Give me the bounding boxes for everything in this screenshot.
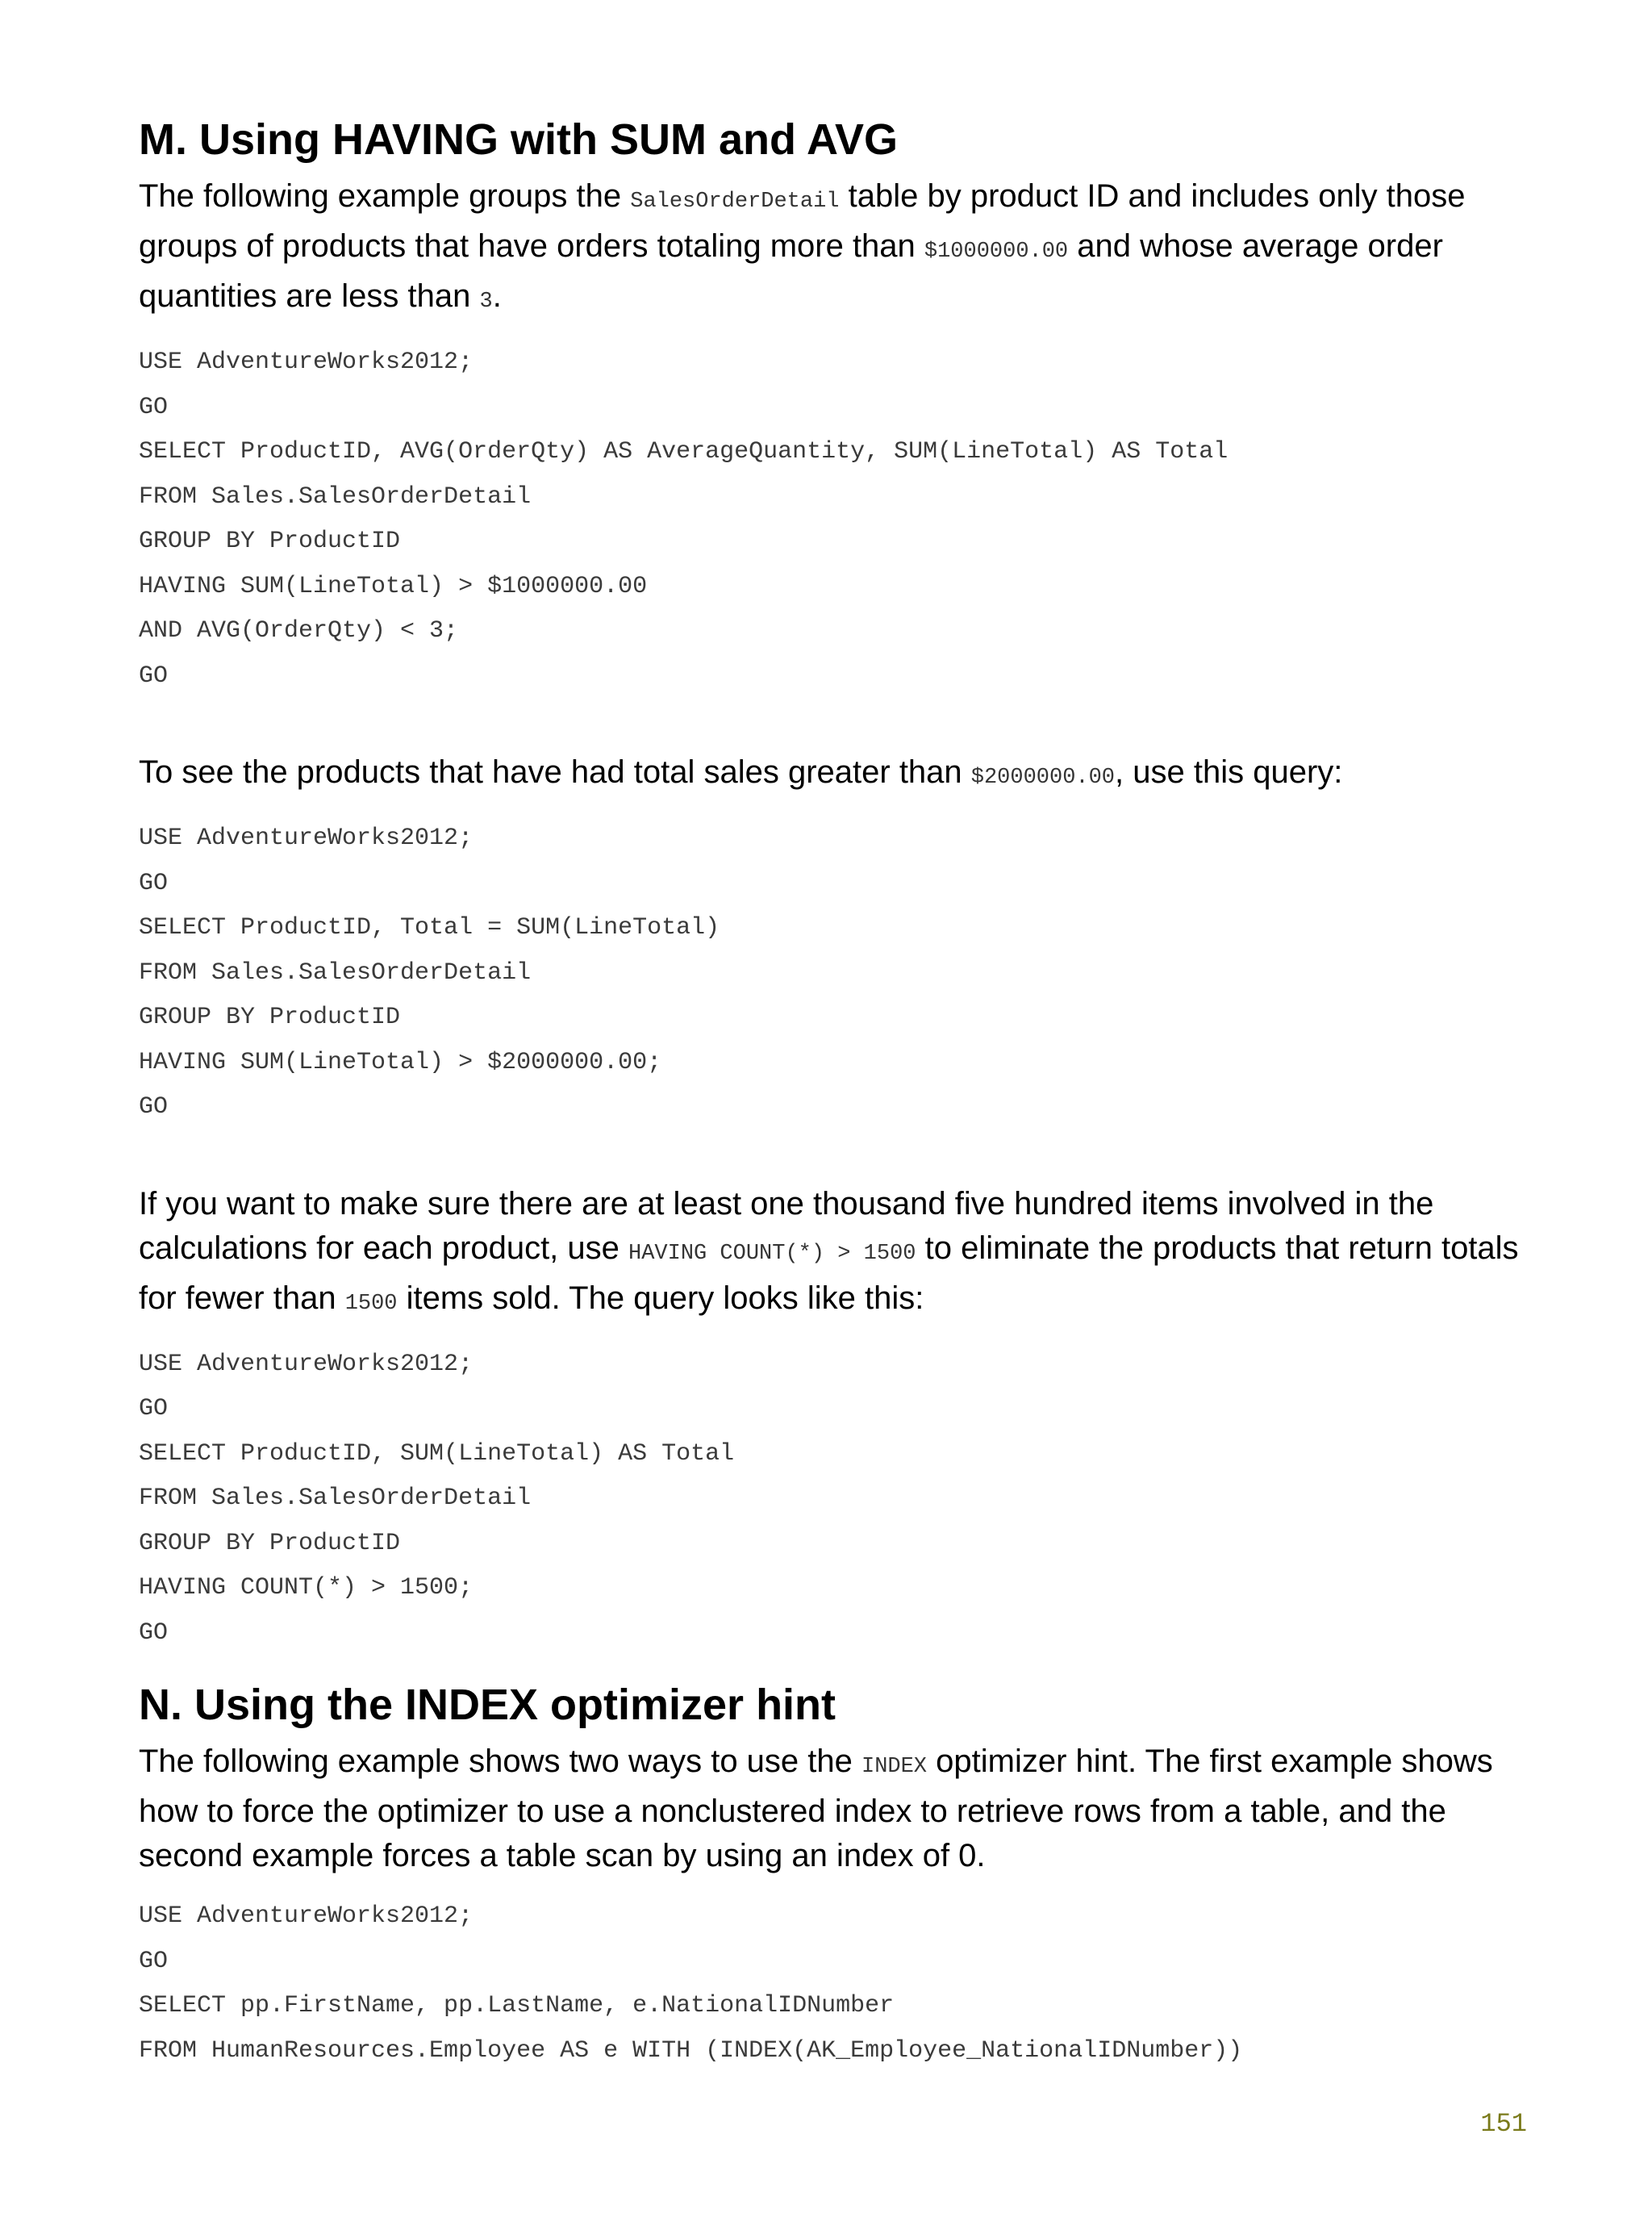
code-line: FROM Sales.SalesOrderDetail <box>139 1485 532 1512</box>
section-heading-m: M. Using HAVING with SUM and AVG <box>139 115 898 164</box>
code-line: USE AdventureWorks2012; <box>139 1902 473 1930</box>
paragraph-m-count <box>139 1182 1526 1326</box>
section-heading-n: N. Using the INDEX optimizer hint <box>139 1681 836 1729</box>
code-line: FROM Sales.SalesOrderDetail <box>139 958 532 987</box>
text-run: and whose average order quantities are less than <box>139 228 1443 314</box>
text-run: . <box>492 278 502 314</box>
inline-code: 1500 <box>344 1291 398 1316</box>
text-run: If you want to make sure there are at least one thousand five hundred items involved in the calculations for each product, use <box>139 1185 1434 1266</box>
code-line: HAVING SUM(LineTotal) > $1000000.00 <box>139 572 648 600</box>
inline-code: INDEX <box>861 1755 928 1779</box>
code-line: SELECT pp.FirstName, pp.LastName, e.NationalIDNumber <box>139 1992 895 2019</box>
page-number: 151 <box>1480 2109 1527 2139</box>
text-run: to eliminate the products that return totals for fewer than <box>139 1230 1519 1316</box>
inline-code: SalesOrderDetail <box>630 190 840 214</box>
text-run: optimizer hint. The first example shows how to force the optimizer to use a nonclustered index to retrieve rows from a table, and the second example forces a table scan by using an index of 0. <box>139 1744 1493 1873</box>
code-line: FROM Sales.SalesOrderDetail <box>139 482 532 511</box>
inline-code: 3 <box>479 290 493 314</box>
text-run: , use this query: <box>1115 754 1343 790</box>
text-run: items sold. The query looks like this: <box>397 1280 924 1316</box>
page-content <box>139 113 1526 2074</box>
code-block-m-2 <box>139 816 1526 1130</box>
inline-code: $1000000.00 <box>924 240 1069 264</box>
code-line: SELECT ProductID, AVG(OrderQty) AS AverageQuantity, SUM(LineTotal) AS Total <box>139 438 1229 466</box>
code-line: USE AdventureWorks2012; <box>139 349 473 376</box>
code-line: GO <box>139 393 169 421</box>
text-run: table by product ID and includes only those groups of products that have orders totaling more than <box>139 178 1466 264</box>
text-run: The following example shows two ways to use the <box>139 1744 861 1779</box>
code-line: GO <box>139 1947 169 1975</box>
code-line: HAVING COUNT(*) > 1500; <box>139 1574 473 1602</box>
code-line: USE AdventureWorks2012; <box>139 825 473 852</box>
inline-code: $2000000.00 <box>970 766 1116 790</box>
code-line: GO <box>139 1093 169 1121</box>
code-line: GO <box>139 1395 169 1422</box>
paragraph-m-total-sales <box>139 750 1526 800</box>
text-run: The following example groups the <box>139 178 631 214</box>
code-line: SELECT ProductID, Total = SUM(LineTotal) <box>139 914 720 942</box>
text-run: To see the products that have had total sales greater than <box>139 754 971 790</box>
code-line: FROM HumanResources.Employee AS e WITH (INDEX(AK_Employee_NationalIDNumber)) <box>139 2036 1243 2065</box>
code-line: GO <box>139 1618 169 1647</box>
code-block-n-1 <box>139 1894 1526 2074</box>
code-line: GO <box>139 662 169 690</box>
code-block-m-1 <box>139 340 1526 699</box>
paragraph-n-intro <box>139 1739 1526 1878</box>
code-line: SELECT ProductID, SUM(LineTotal) AS Total <box>139 1439 735 1468</box>
code-line: AND AVG(OrderQty) < 3; <box>139 617 459 645</box>
code-line: GROUP BY ProductID <box>139 1004 401 1031</box>
code-line: GROUP BY ProductID <box>139 528 401 555</box>
paragraph-m-intro <box>139 174 1526 324</box>
code-line: GROUP BY ProductID <box>139 1529 401 1557</box>
code-block-m-3 <box>139 1343 1526 1656</box>
inline-code: HAVING COUNT(*) > 1500 <box>628 1241 916 1266</box>
code-line: USE AdventureWorks2012; <box>139 1350 473 1378</box>
code-line: HAVING SUM(LineTotal) > $2000000.00; <box>139 1048 662 1076</box>
code-line: GO <box>139 869 169 897</box>
